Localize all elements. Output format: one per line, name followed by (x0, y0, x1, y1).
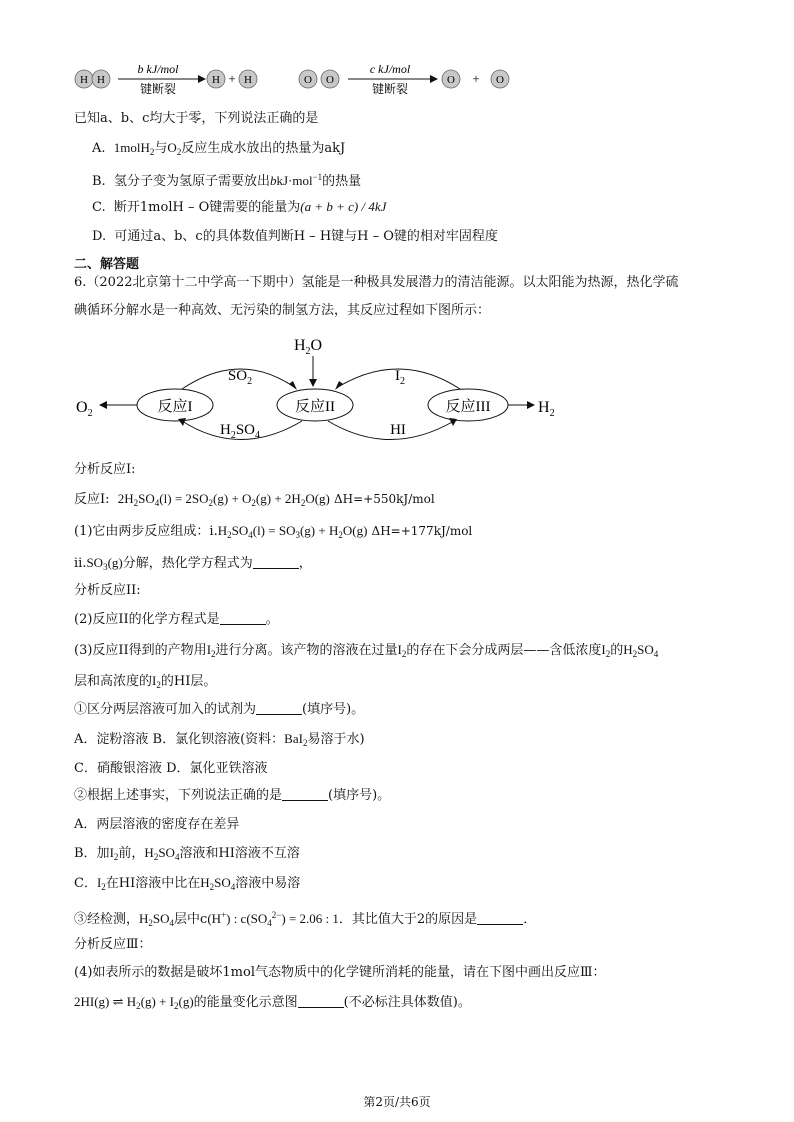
o2-arrow-head (99, 401, 107, 409)
part-1-step-ii: $ii.SO_3(g)$分解，热化学方程式为 ， (74, 555, 312, 572)
q5-option-b: B. 氢分子变为氢原子需要放出bkJ·mol$^{-1}$的热量 (92, 172, 362, 189)
water-label: $H_2O$ (293, 337, 323, 357)
part-3-line2: 层和高浓度的$I_2$的HI层。 (74, 673, 217, 690)
iodine-sulfur-cycle-diagram (70, 330, 570, 448)
hi-label: HI (390, 422, 406, 438)
q5-stem: 已知a、b、c均大于零，下列说法正确的是 (74, 111, 319, 126)
hh-arrow-top: b kJ/mol (137, 62, 179, 76)
q6-intro-line2: 碘循环分解水是一种高效、无污染的制氢方法，其反应过程如下图所示： (74, 303, 491, 318)
o2-label: $O_2$ (76, 399, 93, 419)
hh-arrow-bottom: 键断裂 (139, 82, 177, 96)
reaction-3-label: 反应III (445, 399, 491, 415)
sub-question-1: ①区分两层溶液可加入的试剂为 (填序号)。 (74, 702, 365, 717)
h2so4-arc-head (178, 418, 186, 426)
sub-question-2-option-a: A．两层溶液的密度存在差异 (74, 817, 240, 832)
oo-bond-diagram (294, 62, 524, 98)
part-3-line1: (3)反应II得到的产物用$I_2$进行分离。该产物的溶液在过量$I_2$的存在下会分成两层——含低浓度$I_2$的$H_2SO_4$ (74, 642, 659, 659)
h2-label: $H_2$ (538, 399, 555, 419)
answer-blank-6[interactable] (298, 995, 344, 1008)
reaction-1-label: 反应I (157, 399, 193, 415)
answer-blank-4[interactable] (282, 788, 328, 801)
sub-question-1-options-cd: C．硝酸银溶液 D．氯化亚铁溶液 (74, 761, 268, 776)
i2-label: $I_2$ (395, 368, 405, 387)
q5-option-d: D. 可通过a、b、c的具体数值判断H – H键与H – O键的相对牢固程度 (92, 229, 498, 244)
part-1-step-i: (1)它由两步反应组成：$i.H_2SO_4(l) = SO_3(g) + H_2O(g)$ ΔH=+177kJ/mol (74, 523, 473, 540)
sub-question-2-option-c: C．$I_2$在HI溶液中比在$H_2SO_4$溶液中易溶 (74, 875, 301, 892)
answer-blank-5[interactable] (477, 912, 523, 925)
analysis-3: 分析反应Ⅲ： (74, 937, 152, 952)
oo-arrow-top: c kJ/mol (369, 62, 411, 76)
sub-question-2: ②根据上述事实，下列说法正确的是 (填序号)。 (74, 788, 391, 803)
hi-arc-head (449, 418, 457, 426)
q5-option-a: A. 1molH$_2$与$O_2$反应生成水放出的热量为akJ (92, 140, 346, 157)
part-4-line2: 2HI(g) ⇌ $H_2(g) + I_2(g)$的能量变化示意图 (不必标注具体数值)。 (74, 994, 471, 1011)
h-atom-2-label: H (97, 74, 105, 86)
section-title: 二、解答题 (74, 257, 140, 272)
part-2: (2)反应II的化学方程式是 。 (74, 612, 279, 627)
analysis-1: 分析反应I: (74, 462, 136, 477)
reaction-2-label: 反应II (295, 399, 335, 415)
o-atom-1-label: O (304, 74, 312, 86)
reaction-1-equation: 反应I: $2H_2SO_4(l) = 2SO_2(g) + O_2(g) + 2H_2O(g)$ ΔH=+550kJ/mol (74, 491, 435, 508)
oo-arrow-bottom: 键断裂 (371, 82, 409, 96)
part-4-line1: (4)如表所示的数据是破坏1mol气态物质中的化学键所消耗的能量，请在下图中画出反应Ⅲ： (74, 965, 606, 980)
h2-arrow-head (527, 401, 535, 409)
answer-blank-3[interactable] (256, 702, 302, 715)
oo-arrow-head (430, 75, 438, 83)
h2so4-label: $H_2SO_4$ (219, 422, 261, 441)
page-footer: 第2页/共6页 (363, 1095, 431, 1109)
h-atom-4-label: H (244, 74, 252, 86)
water-arrow-head (309, 379, 317, 387)
i2-arc-head (335, 381, 343, 390)
h-atom-1-label: H (80, 74, 88, 86)
h-atom-3-label: H (212, 74, 220, 86)
hh-plus: + (228, 71, 236, 86)
o-atom-2-label: O (326, 74, 334, 86)
sub-question-3: ③经检测，$H_2SO_4$层中c(H+) : $c(SO_4^{2-}) = 2.06$ : 1．其比值大于2的原因是 ． (74, 910, 537, 928)
q5-option-c: C. 断开1molH – O键需要的能量为(a + b + c) / 4kJ (92, 199, 387, 215)
o-atom-4-label: O (496, 74, 504, 86)
hh-bond-diagram (70, 62, 270, 98)
answer-blank-2[interactable] (220, 612, 266, 625)
so2-label: $SO_2$ (227, 368, 253, 387)
o-atom-3-label: O (447, 74, 455, 86)
q6-intro-line1: 6.（2022北京第十二中学高一下期中）氢能是一种极具发展潜力的清洁能源。以太阳能为热源，热化学硫 (74, 275, 679, 290)
so2-arc-head (289, 381, 297, 390)
answer-blank-1[interactable] (253, 556, 299, 569)
hh-arrow-head (198, 75, 206, 83)
sub-question-1-options-ab: A．淀粉溶液 B．氯化钡溶液(资料：BaI$_2$易溶于水) (74, 731, 365, 748)
analysis-2: 分析反应II: (74, 583, 141, 598)
sub-question-2-option-b: B．加$I_2$前，$H_2SO_4$溶液和HI溶液不互溶 (74, 845, 300, 862)
oo-plus: + (472, 71, 480, 86)
